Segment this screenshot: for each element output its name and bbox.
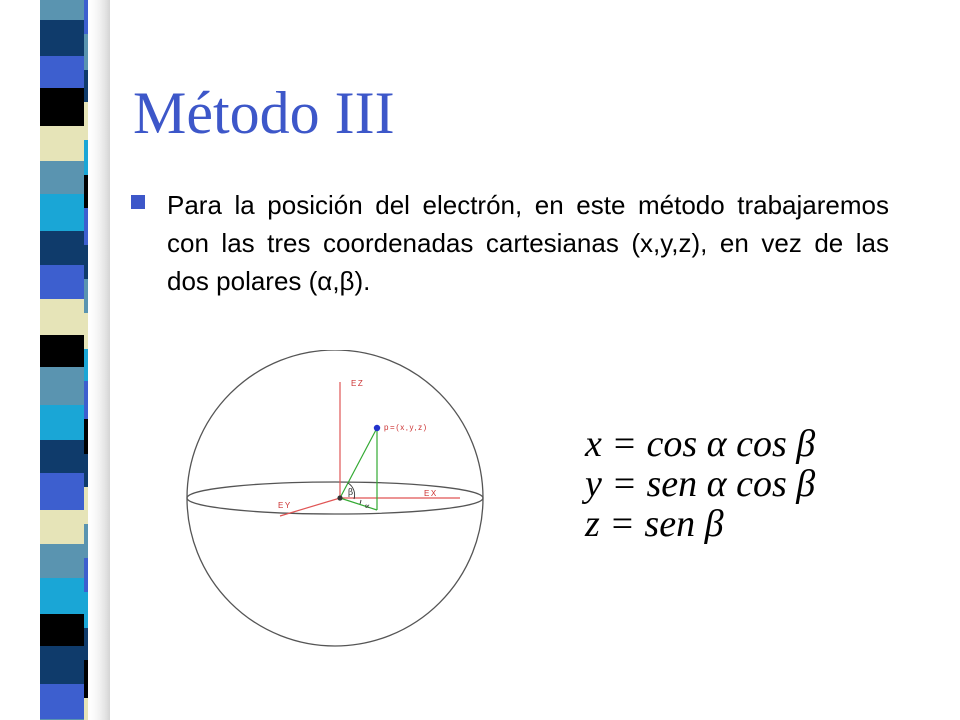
- projection-horizontal: [340, 498, 377, 510]
- bullet-text: Para la posición del electrón, en este método trabajaremos con las tres coordenadas cartesianas (x,y,z), en vez de las dos polares (α,β).: [167, 190, 889, 296]
- stripe-block: [40, 405, 84, 440]
- stripe-block: [40, 335, 84, 367]
- stripe-block: [84, 279, 88, 313]
- alpha-label: ∝: [364, 502, 371, 512]
- stripe-block: [40, 440, 84, 473]
- stripe-block: [84, 70, 88, 102]
- stripe-block: [84, 698, 88, 720]
- stripe-block: [40, 231, 84, 265]
- stripe-left-column: [40, 0, 84, 720]
- stripe-block: [40, 614, 84, 646]
- stripe-block: [84, 313, 88, 349]
- stripe-block: [84, 102, 88, 140]
- stripe-shadow: [86, 0, 110, 720]
- stripe-block: [40, 684, 84, 719]
- radius-line: [340, 428, 377, 498]
- bullet-square-icon: [131, 195, 145, 209]
- axis-x-label: EX: [424, 489, 438, 498]
- stripe-block: [40, 161, 84, 194]
- stripe-right-column: [84, 0, 88, 720]
- stripe-block: [84, 660, 88, 698]
- stripe-block: [84, 558, 88, 592]
- stripe-block: [84, 419, 88, 454]
- stripe-block: [84, 208, 88, 245]
- origin-point: [337, 495, 342, 500]
- stripe-block: [40, 56, 84, 88]
- stripe-block: [40, 299, 84, 335]
- stripe-block: [84, 487, 88, 524]
- stripe-block: [84, 0, 88, 34]
- slide-title: Método III: [133, 80, 395, 146]
- alpha-angle-arc: [360, 500, 361, 504]
- stripe-block: [84, 381, 88, 419]
- stripe-block: [84, 34, 88, 70]
- stripe-block: [40, 88, 84, 126]
- point-label: p=(x,y,z): [384, 423, 428, 432]
- stripe-block: [40, 473, 84, 510]
- stripe-block: [40, 544, 84, 578]
- stripe-block: [40, 194, 84, 231]
- stripe-block: [84, 524, 88, 558]
- equation-y: y = sen α cos β: [585, 463, 816, 505]
- stripe-block: [40, 646, 84, 684]
- stripe-block: [40, 20, 84, 56]
- stripe-block: [84, 349, 88, 381]
- axis-y-label: EY: [278, 501, 292, 510]
- stripe-block: [84, 454, 88, 487]
- stripe-block: [40, 578, 84, 614]
- stripe-block: [40, 126, 84, 161]
- stripe-block: [40, 265, 84, 299]
- axis-z-label: EZ: [351, 379, 365, 388]
- stripe-block: [84, 175, 88, 208]
- stripe-block: [84, 592, 88, 628]
- equations-block: [585, 424, 925, 544]
- decorative-stripe: [0, 0, 110, 720]
- stripe-block: [84, 140, 88, 175]
- stripe-block: [40, 0, 84, 20]
- point-p: [374, 425, 380, 431]
- stripe-block: [84, 628, 88, 660]
- equation-x: x = cos α cos β: [585, 423, 816, 465]
- beta-label: β: [348, 488, 354, 498]
- stripe-block: [84, 245, 88, 279]
- equation-z: z = sen β: [585, 503, 724, 545]
- stripe-block: [40, 367, 84, 405]
- sphere-diagram: [180, 350, 510, 660]
- stripe-block: [40, 510, 84, 544]
